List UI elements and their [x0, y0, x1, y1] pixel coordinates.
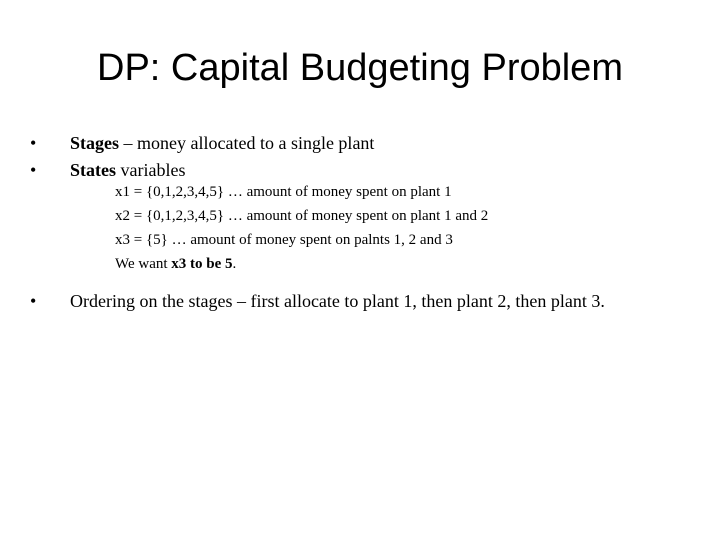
bullet-term: States: [70, 160, 116, 180]
bullet-text: variables: [116, 160, 186, 180]
goal-statement: [115, 254, 236, 274]
bullet-term: Stages: [70, 133, 119, 153]
state-x2: x2 = {0,1,2,3,4,5} … amount of money spent on plant 1 and 2: [115, 208, 489, 224]
goal-emphasis: x3 to be 5: [171, 256, 233, 272]
slide-title: DP: Capital Budgeting Problem: [97, 47, 623, 89]
goal-suffix: .: [232, 256, 237, 272]
bullet-states: [30, 158, 185, 182]
bullet-ordering: [30, 289, 605, 313]
state-x3: x3 = {5} … amount of money spent on palnts 1, 2 and 3: [115, 232, 453, 248]
bullet-text: – money allocated to a single plant: [119, 133, 375, 153]
bullet-text: Ordering on the stages – first allocate to plant 1, then plant 2, then plant 3.: [70, 291, 605, 311]
bullet-marker: •: [30, 133, 37, 153]
bullet-marker: •: [30, 160, 37, 180]
state-x1: x1 = {0,1,2,3,4,5} … amount of money spent on plant 1: [115, 184, 452, 200]
goal-prefix: We want: [115, 256, 172, 272]
bullet-marker: •: [30, 291, 37, 311]
bullet-stages: [30, 131, 374, 155]
